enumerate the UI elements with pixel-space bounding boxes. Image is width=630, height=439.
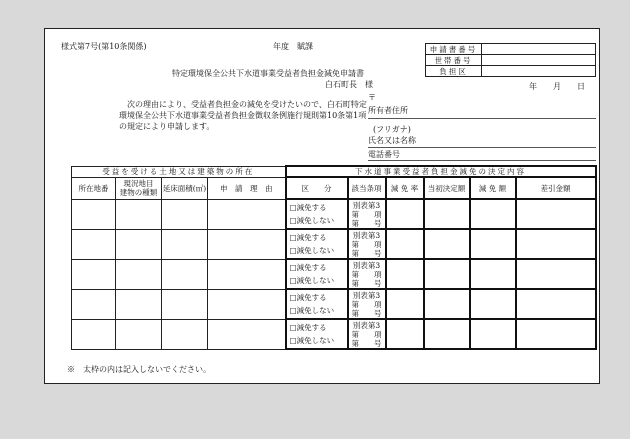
rate-cell[interactable]: [386, 259, 424, 289]
location-cell[interactable]: [72, 199, 116, 229]
no-exempt-checkbox[interactable]: □減免しない: [289, 336, 335, 345]
exemption-amount-cell[interactable]: [470, 289, 516, 319]
balance-cell[interactable]: [516, 289, 596, 319]
clause-cell: [348, 319, 386, 349]
clause-line: 別表第3: [352, 230, 381, 240]
form-number: 様式第7号(第10条関係): [61, 42, 147, 51]
exempt-checkbox[interactable]: □減免する: [289, 233, 327, 242]
no-exempt-checkbox[interactable]: □減免しない: [289, 246, 335, 255]
reason-cell[interactable]: [208, 289, 286, 319]
clause-line: 第 項: [351, 239, 382, 249]
initial-amount-cell[interactable]: [424, 229, 470, 259]
table-row: [72, 289, 596, 319]
land-type-cell[interactable]: [116, 199, 162, 229]
office-row: [426, 44, 596, 55]
rate-cell[interactable]: [386, 199, 424, 229]
exempt-checkbox[interactable]: □減免する: [289, 203, 327, 212]
location-cell[interactable]: [72, 259, 116, 289]
clause-cell: [348, 199, 386, 229]
clause-line: 第 号: [351, 278, 382, 288]
initial-amount-cell[interactable]: [424, 319, 470, 349]
reason-cell[interactable]: [208, 259, 286, 289]
request-statement: 次の理由により、受益者負担金の減免を受けたいので、白石町特定環境保全公共下水道事業受益者負担金徴収条例施行規則第10条第1項の規定により申請します。: [119, 100, 367, 131]
clause-line: 第 項: [351, 299, 382, 309]
addressee: 白石町長 様: [325, 80, 373, 89]
exempt-checkbox[interactable]: □減免する: [289, 263, 327, 272]
rate-column-header: 減 免 率: [386, 177, 424, 199]
fiscal-year-label: 年度 賦課: [273, 42, 313, 51]
clause-line: 第 項: [351, 269, 382, 279]
no-exempt-checkbox[interactable]: □減免しない: [289, 276, 335, 285]
category-cell: [286, 289, 348, 319]
exempt-checkbox[interactable]: □減免する: [289, 293, 327, 302]
reason-cell[interactable]: [208, 199, 286, 229]
land-type-cell[interactable]: [116, 289, 162, 319]
property-location-header: 受益を受ける土地又は建築物の所在: [72, 166, 286, 177]
date-field[interactable]: 年 月 日: [529, 82, 585, 91]
category-cell: [286, 229, 348, 259]
application-number-field[interactable]: [482, 44, 596, 55]
phone-label: 電話番号: [368, 150, 400, 159]
exemption-amount-cell[interactable]: [470, 319, 516, 349]
clause-cell: [348, 289, 386, 319]
balance-cell[interactable]: [516, 319, 596, 349]
table-row: [72, 229, 596, 259]
household-number-field[interactable]: [482, 55, 596, 66]
balance-column-header: 差引金額: [516, 177, 596, 199]
clause-line: 別表第3: [352, 200, 381, 210]
initial-amount-cell[interactable]: [424, 259, 470, 289]
column-header-row: [72, 177, 596, 199]
clause-line: 第 号: [351, 218, 382, 228]
floor-area-cell[interactable]: [162, 289, 208, 319]
rate-cell[interactable]: [386, 229, 424, 259]
burden-district-label: 負担区: [426, 66, 482, 77]
clause-line: 第 号: [351, 338, 382, 348]
balance-cell[interactable]: [516, 199, 596, 229]
initial-amount-cell[interactable]: [424, 199, 470, 229]
group-header-row: [72, 166, 596, 177]
rate-cell[interactable]: [386, 289, 424, 319]
exemption-amount-cell[interactable]: [470, 229, 516, 259]
reason-column-header: 申 請 理 由: [208, 177, 286, 199]
floor-area-cell[interactable]: [162, 199, 208, 229]
clause-line: 第 項: [351, 329, 382, 339]
balance-cell[interactable]: [516, 229, 596, 259]
reason-cell[interactable]: [208, 229, 286, 259]
property-table: [71, 165, 597, 350]
no-exempt-checkbox[interactable]: □減免しない: [289, 306, 335, 315]
application-form: [44, 28, 600, 384]
reason-cell[interactable]: [208, 319, 286, 349]
clause-line: 別表第3: [352, 320, 381, 330]
clause-line: 第 号: [351, 308, 382, 318]
footer-note: ※ 太枠の内は記入しないでください。: [67, 365, 211, 374]
burden-district-field[interactable]: [482, 66, 596, 77]
clause-line: 第 号: [351, 248, 382, 258]
land-type-cell[interactable]: [116, 229, 162, 259]
balance-cell[interactable]: [516, 259, 596, 289]
office-use-box: [425, 43, 596, 77]
clause-line: 別表第3: [352, 290, 381, 300]
floor-area-cell[interactable]: [162, 229, 208, 259]
exempt-checkbox[interactable]: □減免する: [289, 323, 327, 332]
category-cell: [286, 259, 348, 289]
table-row: [72, 199, 596, 229]
no-exempt-checkbox[interactable]: □減免しない: [289, 216, 335, 225]
floor-area-cell[interactable]: [162, 319, 208, 349]
floor-area-column-header: 延床面積(㎡): [162, 177, 208, 199]
land-type-label: 現況地目: [123, 179, 154, 188]
clause-line: 別表第3: [352, 260, 381, 270]
initial-amount-cell[interactable]: [424, 289, 470, 319]
table-row: [72, 319, 596, 349]
phone-line[interactable]: [368, 160, 596, 161]
land-type-cell[interactable]: [116, 259, 162, 289]
location-cell[interactable]: [72, 229, 116, 259]
category-column-header: 区 分: [286, 177, 348, 199]
name-line[interactable]: [368, 147, 596, 148]
table-row: [72, 259, 596, 289]
exemption-amount-column-header: 減 免 額: [470, 177, 516, 199]
building-type-label: 建物の種類: [119, 188, 158, 197]
office-row: [426, 55, 596, 66]
form-title: 特定環境保全公共下水道事業受益者負担金減免申請書: [172, 69, 364, 78]
exemption-amount-cell[interactable]: [470, 259, 516, 289]
clause-cell: [348, 229, 386, 259]
owner-address-label: 所有者住所: [368, 106, 408, 115]
name-label: 氏名又は名称: [368, 136, 416, 145]
floor-area-cell[interactable]: [162, 259, 208, 289]
location-column-header: 所在地番: [72, 177, 116, 199]
rate-cell[interactable]: [386, 319, 424, 349]
initial-amount-column-header: 当初決定額: [424, 177, 470, 199]
household-number-label: 世帯番号: [426, 55, 482, 66]
category-cell: [286, 319, 348, 349]
clause-cell: [348, 259, 386, 289]
location-cell[interactable]: [72, 289, 116, 319]
location-cell[interactable]: [72, 319, 116, 349]
category-cell: [286, 199, 348, 229]
clause-line: 第 項: [351, 209, 382, 219]
furigana-label: (フリガナ): [373, 125, 411, 134]
land-type-column-header: [116, 177, 162, 199]
clause-column-header: 該当条項: [348, 177, 386, 199]
land-type-cell[interactable]: [116, 319, 162, 349]
decision-header: 下水道事業受益者負担金減免の決定内容: [286, 166, 596, 177]
office-row: [426, 66, 596, 77]
address-line[interactable]: [368, 118, 596, 119]
postal-mark: 〒: [368, 93, 376, 102]
exemption-amount-cell[interactable]: [470, 199, 516, 229]
application-number-label: 申請書番号: [426, 44, 482, 55]
